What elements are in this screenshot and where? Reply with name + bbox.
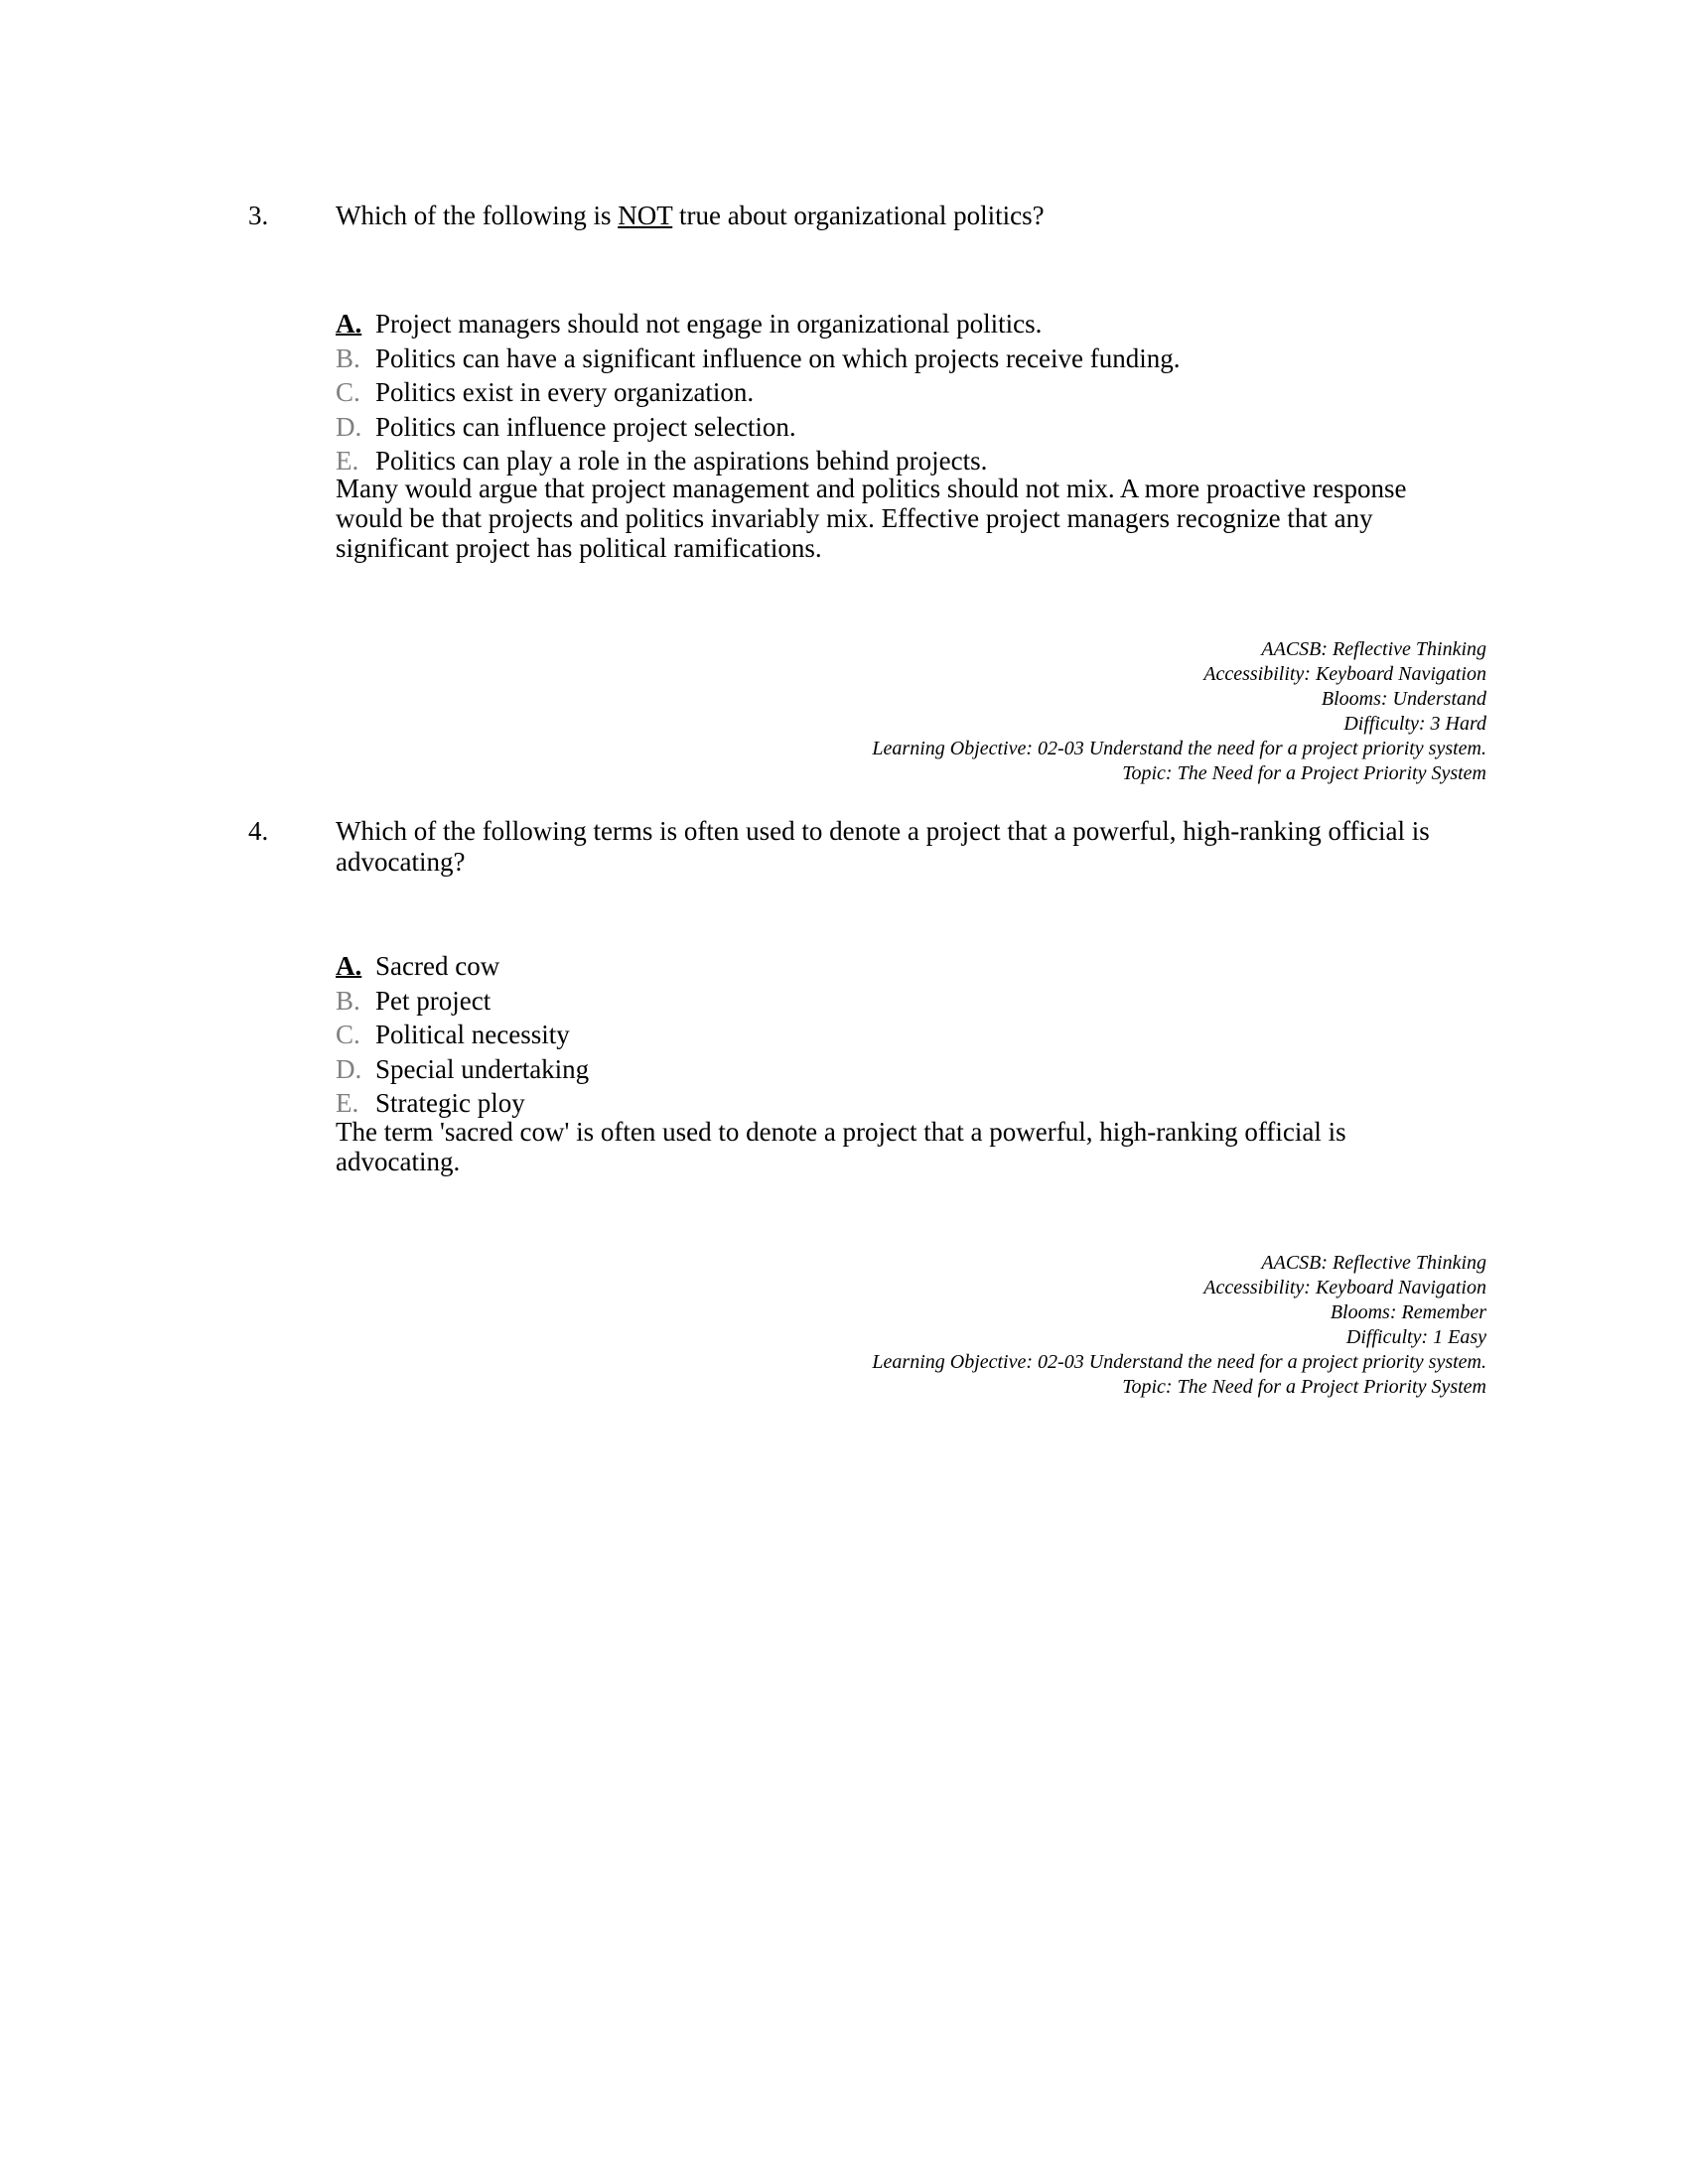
answer-explanation: Many would argue that project management and politics should not mix. A more proactive response would be that projects and politics invariably mix. Effective project managers recognize that any significant project has political ramifications. [336, 474, 1407, 563]
meta-learning-objective: Learning Objective: 02-03 Understand the need for a project priority system. [872, 738, 1486, 759]
option-letter: E. [336, 446, 359, 476]
option-text: Political necessity [375, 1020, 570, 1049]
option-a [336, 307, 1042, 341]
option-c [336, 375, 754, 410]
option-letter: D. [336, 1053, 362, 1084]
question-number: 3. [248, 201, 269, 230]
option-d [336, 1052, 589, 1087]
option-letter: E. [336, 1088, 359, 1118]
option-e [336, 1086, 525, 1121]
meta-aacsb: AACSB: Reflective Thinking [1261, 1252, 1486, 1274]
meta-blooms: Blooms: Understand [1321, 688, 1486, 710]
option-text: Pet project [375, 985, 492, 1016]
option-letter: C. [336, 1020, 360, 1049]
option-b [336, 341, 1180, 376]
meta-difficulty: Difficulty: 1 Easy [1345, 1326, 1486, 1348]
meta-blooms: Blooms: Remember [1330, 1301, 1486, 1323]
option-text: Politics exist in every organization. [375, 377, 755, 407]
option-text: Sacred cow [375, 951, 500, 981]
answer-explanation: The term 'sacred cow' is often used to denote a project that a powerful, high-ranking official is advocating. [336, 1117, 1346, 1176]
option-d [336, 410, 796, 445]
question-metadata [872, 1251, 1486, 1400]
option-text: Politics can influence project selection. [375, 411, 796, 442]
meta-accessibility: Accessibility: Keyboard Navigation [1203, 1277, 1486, 1298]
question-text-emphasis: NOT [618, 201, 673, 230]
question-text-after: true about organizational politics? [672, 201, 1045, 230]
question-number: 4. [248, 816, 269, 846]
meta-difficulty: Difficulty: 3 Hard [1343, 713, 1486, 735]
option-text: Politics can have a significant influence on which projects receive funding. [375, 342, 1181, 373]
option-text: Strategic ploy [375, 1088, 525, 1118]
question-text [336, 201, 1487, 231]
meta-learning-objective: Learning Objective: 02-03 Understand the need for a project priority system. [872, 1351, 1486, 1373]
option-text: Politics can play a role in the aspirations behind projects. [375, 446, 988, 476]
option-letter-correct: A. [336, 951, 362, 981]
meta-topic: Topic: The Need for a Project Priority System [1122, 762, 1486, 784]
option-a [336, 949, 499, 984]
option-text: Project managers should not engage in organizational politics. [375, 309, 1043, 339]
meta-accessibility: Accessibility: Keyboard Navigation [1203, 663, 1486, 685]
meta-aacsb: AACSB: Reflective Thinking [1261, 638, 1486, 660]
option-b [336, 984, 491, 1019]
option-c [336, 1018, 570, 1052]
question-text: Which of the following terms is often used to denote a project that a powerful, high-ranking official is advocating? [336, 816, 1430, 877]
question-metadata [872, 637, 1486, 786]
option-letter: B. [336, 985, 360, 1016]
option-letter: D. [336, 411, 362, 442]
option-text: Special undertaking [375, 1053, 590, 1084]
meta-topic: Topic: The Need for a Project Priority System [1122, 1376, 1486, 1398]
option-letter: B. [336, 342, 360, 373]
option-letter-correct: A. [336, 309, 362, 339]
option-letter: C. [336, 377, 360, 407]
question-text-before: Which of the following is [336, 201, 619, 230]
